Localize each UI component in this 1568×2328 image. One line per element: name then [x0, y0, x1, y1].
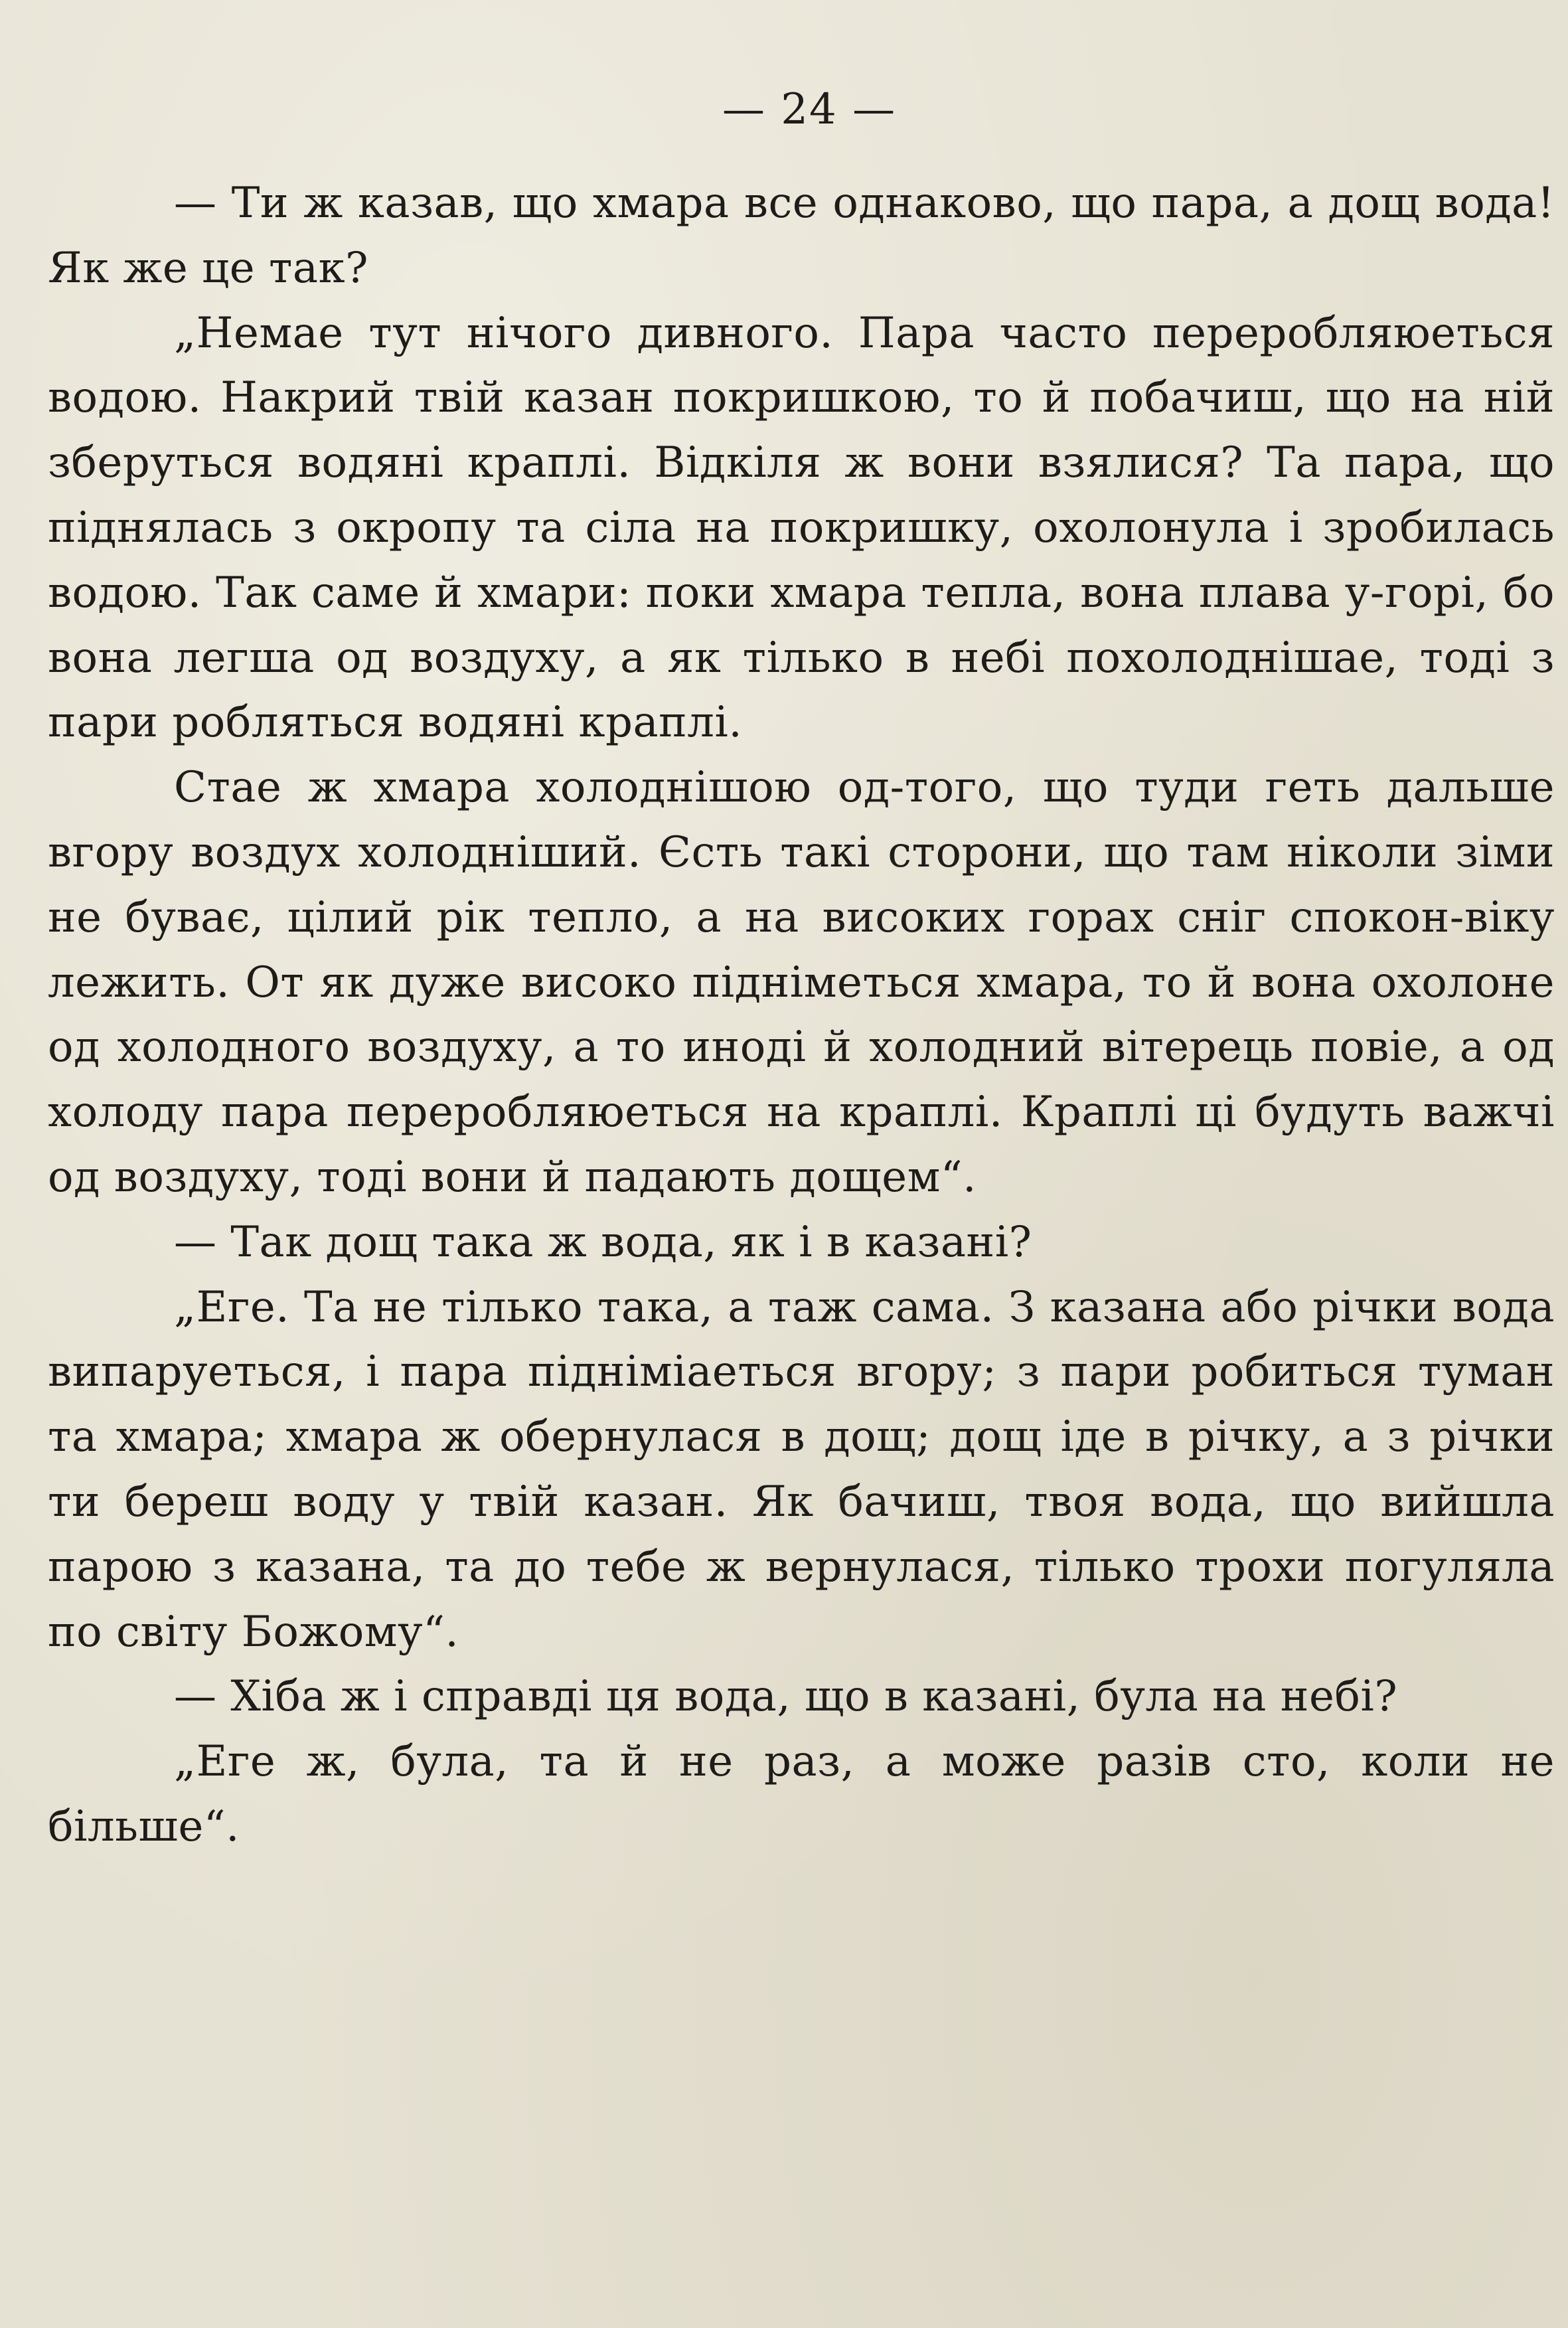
paragraph: Стае ж хмара холоднішою од-того, що туди геть дальше вгору воздух холодніший. Єсть такі сторони, що там ніколи зіми не буває, цілий рік тепло, а на високих горах сніг спокон-віку лежить. От як дуже високо підніметься хмара, то й вона охолоне од холодного воздуху, а то иноді й холодний вітерець повіе, а од холоду пара переробляюеться на краплі. Краплі ці будуть важчі од воздуху, тоді вони й падають дощем“. [48, 763, 1555, 1202]
book-page [48, 73, 1555, 2284]
paragraph: „Еге ж, була, та й не раз, а може разів сто, коли не більше“. [48, 1737, 1555, 1851]
page-number: — 24 — [722, 85, 897, 134]
body-text [48, 171, 1555, 1860]
paragraph: „Еге. Та не тілько така, а таж сама. З казана або річки вода випаруеться, і пара підніміаеться вгору; з пари робиться туман та хмара; хмара ж обернулася в дощ; дощ іде в річку, а з річки ти береш воду у твій казан. Як бачиш, твоя вода, що вийшла парою з казана, та до тебе ж вернулася, тілько трохи погуляла по світу Божому“. [48, 1282, 1555, 1657]
paragraph: — Ти ж казав, що хмара все однаково, що пара, а дощ вода! Як же це так? [48, 179, 1555, 293]
paragraph: „Немае тут нічого дивного. Пара часто переробляюеться водою. Накрий твій казан покришкою, то й побачиш, що на ній зберуться водяні краплі. Відкіля ж вони взялися? Та пара, що піднялась з окропу та сіла на покришку, охолонула і зробилась водою. Так саме й хмари: поки хмара тепла, вона плава у-горі, бо вона легша од воздуху, а як тілько в небі похолоднішае, тоді з пари робляться водяні краплі. [48, 308, 1555, 748]
paragraph: — Хіба ж і справді ця вода, що в казані, була на небі? [174, 1672, 1398, 1722]
paragraph: — Так дощ така ж вода, як і в казані? [174, 1217, 1032, 1267]
